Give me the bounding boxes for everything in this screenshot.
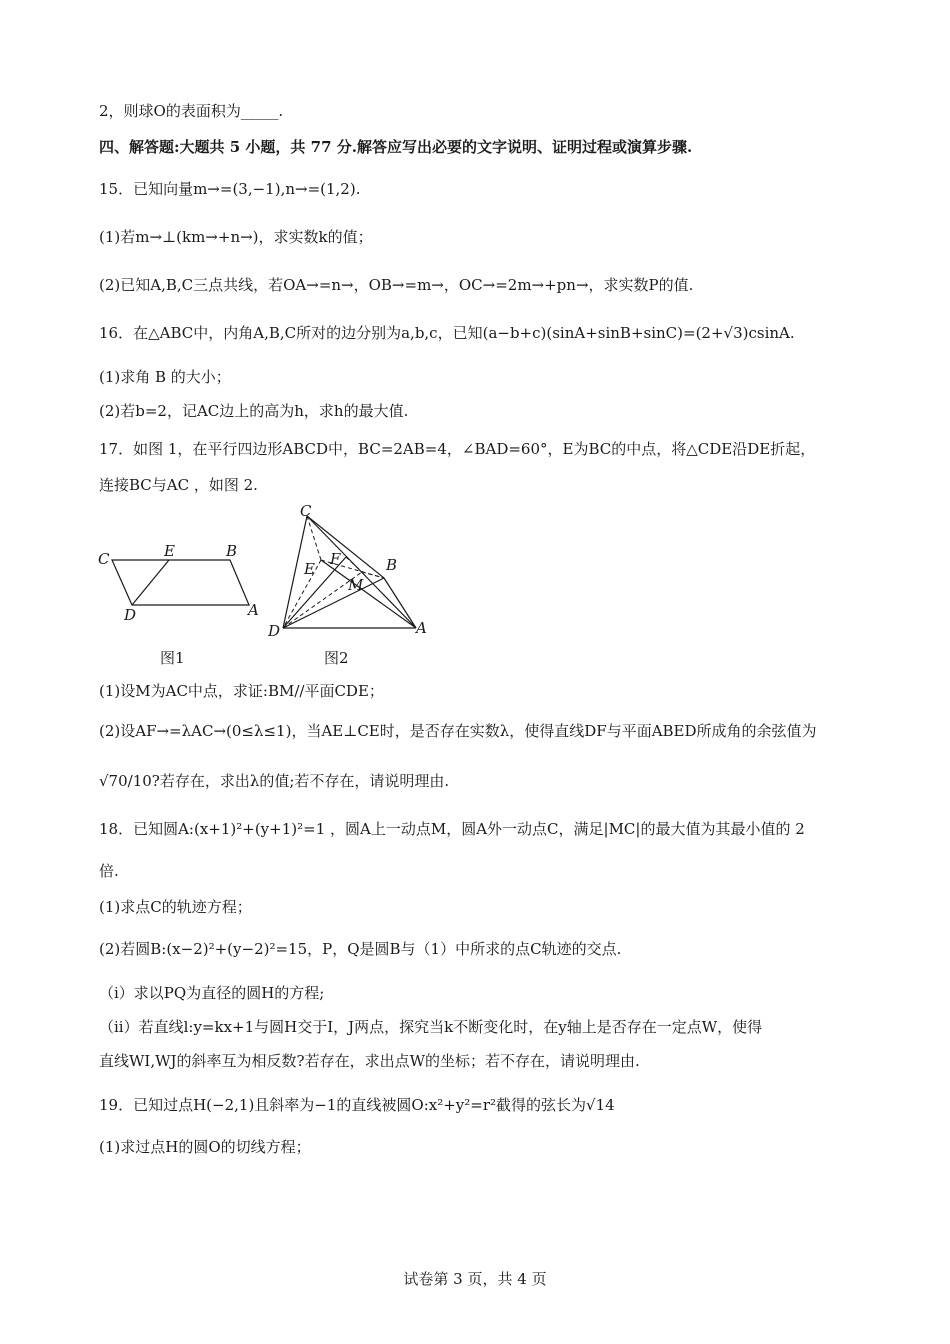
text-line-3: 15．已知向量m→=(3,−1),n→=(1,2). xyxy=(99,180,361,198)
fig1-label-c: C xyxy=(98,550,110,568)
fig2-label-b: B xyxy=(386,556,398,574)
text-line-5: (2)已知A,B,C三点共线，若OA→=n→，OB→=m→，OC→=2m→+pn→，求实数P的值. xyxy=(99,276,694,294)
fig1-label-b: B xyxy=(226,542,238,560)
text-line-16: (1)求点C的轨迹方程； xyxy=(99,898,252,916)
text-line-18: （i）求以PQ为直径的圆H的方程; xyxy=(99,984,325,1002)
fig2-label-m: M xyxy=(348,576,364,594)
figure-1-caption: 图1 xyxy=(160,649,185,667)
text-line-6: 16．在△ABC中，内角A,B,C所对的边分别为a,b,c，已知(a−b+c)(sinA+sinB+sinC)=(2+√3)csinA. xyxy=(99,324,795,342)
geometry-figures xyxy=(96,502,446,677)
page-footer: 试卷第 3 页，共 4 页 xyxy=(403,1270,547,1288)
text-line-22: (1)求过点H的圆O的切线方程； xyxy=(99,1138,311,1156)
text-line-11: (1)设M为AC中点，求证:BM//平面CDE； xyxy=(99,682,384,700)
text-line-13: √70/10?若存在，求出λ的值;若不存在，请说明理由. xyxy=(99,772,450,790)
text-line-15: 倍. xyxy=(99,862,119,880)
text-line-1: 2，则球O的表面积为_____. xyxy=(99,102,284,120)
text-line-8: (2)若b=2，记AC边上的高为h，求h的最大值. xyxy=(99,402,409,420)
text-line-7: (1)求角 B 的大小； xyxy=(99,368,231,386)
text-line-14: 18．已知圆A:(x+1)²+(y+1)²=1 ，圆A上一动点M，圆A外一动点C，满足|MC|的最大值为其最小值的 2 xyxy=(99,820,805,838)
fig2-label-a: A xyxy=(416,619,427,637)
fig1-label-e: E xyxy=(164,542,175,560)
fig2-label-d: D xyxy=(268,622,281,640)
text-line-17: (2)若圆B:(x−2)²+(y−2)²=15，P，Q是圆B与（1）中所求的点C轨迹的交点. xyxy=(99,940,622,958)
figure-2-caption: 图2 xyxy=(324,649,349,667)
fig2-label-c: C xyxy=(300,502,312,520)
section-heading: 四、解答题:大题共 5 小题，共 77 分.解答应写出必要的文字说明、证明过程或演算步骤. xyxy=(99,138,693,156)
text-line-9: 17．如图 1，在平行四边形ABCD中，BC=2AB=4，∠BAD=60°，E为BC的中点，将△CDE沿DE折起， xyxy=(99,440,816,458)
fig2-label-e: E xyxy=(304,560,315,578)
text-line-10: 连接BC与AC ，如图 2. xyxy=(99,476,258,494)
text-line-20: 直线WI,WJ的斜率互为相反数?若存在，求出点W的坐标；若不存在，请说明理由. xyxy=(99,1052,640,1070)
text-line-12: (2)设AF→=λAC→(0≤λ≤1)，当AE⊥CE时，是否存在实数λ，使得直线DF与平面ABED所成角的余弦值为 xyxy=(99,722,817,740)
fig1-label-a: A xyxy=(248,601,259,619)
text-line-21: 19．已知过点H(−2,1)且斜率为−1的直线被圆O:x²+y²=r²截得的弦长为√14 xyxy=(99,1096,615,1114)
text-line-4: (1)若m→⊥(km→+n→)，求实数k的值； xyxy=(99,228,373,246)
fig1-label-d: D xyxy=(124,606,137,624)
text-line-19: （ii）若直线l:y=kx+1与圆H交于I，J两点，探究当k不断变化时，在y轴上是否存在一定点W，使得 xyxy=(99,1018,763,1036)
fig2-label-f: F xyxy=(330,550,341,568)
